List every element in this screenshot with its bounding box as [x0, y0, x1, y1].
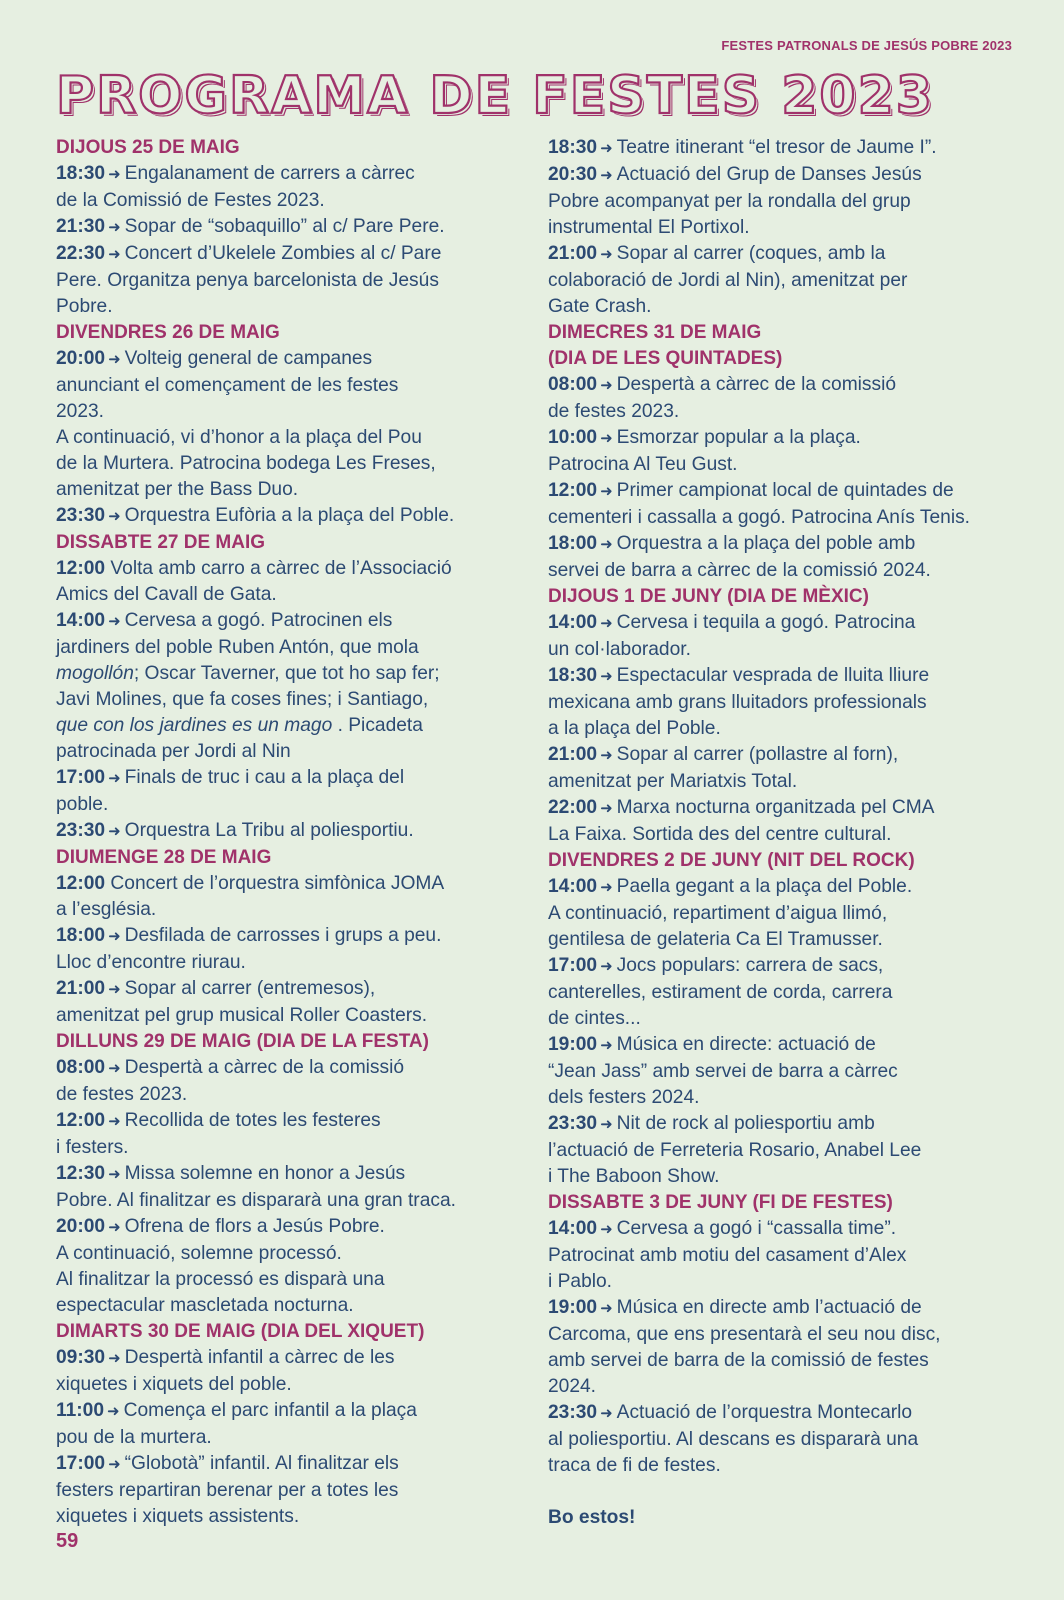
entry-text: 2024. [548, 1376, 597, 1397]
arrow-icon: ➜ [108, 928, 121, 945]
entry-time: 09:30 [56, 1347, 106, 1368]
entry-text: i The Baboon Show. [548, 1166, 720, 1187]
arrow-icon: ➜ [600, 1116, 613, 1133]
entry-text: amenitzat per Mariatxis Total. [548, 771, 798, 792]
entry-text: Actuació de l’orquestra Montecarlo [616, 1402, 913, 1423]
schedule-entry [56, 1055, 526, 1108]
page-header: FESTES PATRONALS DE JESÚS POBRE 2023 [721, 38, 1012, 53]
entry-time: 14:00 [56, 610, 106, 631]
entry-text: Paella gegant a la plaça del Poble. [616, 876, 913, 897]
entry-text: un col·laborador. [548, 639, 691, 660]
entry-text: Finals de truc i cau a la plaça del [124, 767, 405, 788]
entry-text: Patrocina Al Teu Gust. [548, 454, 738, 475]
arrow-icon: ➜ [600, 615, 613, 632]
day-heading: DIMECRES 31 DE MAIG [548, 322, 762, 343]
entry-time: 23:30 [56, 820, 106, 841]
entry-text: Marxa nocturna organitzada pel CMA [616, 797, 935, 818]
arrow-icon: ➜ [600, 140, 613, 157]
entry-text: ; Oscar Taverner, que tot ho sap fer; [133, 663, 440, 684]
arrow-icon: ➜ [108, 1456, 121, 1473]
schedule-entry [548, 795, 1018, 848]
entry-text: Desfilada de carrosses i grups a peu. [124, 925, 442, 946]
entry-time: 20:30 [548, 164, 598, 185]
schedule-entry [56, 1108, 526, 1161]
entry-time: 21:00 [548, 243, 598, 264]
entry-text: patrocinada per Jordi al Nin [56, 741, 291, 762]
entry-text: xiquetes i xiquets del poble. [56, 1374, 292, 1395]
arrow-icon: ➜ [600, 1300, 613, 1317]
arrow-icon: ➜ [600, 377, 613, 394]
arrow-icon: ➜ [108, 166, 121, 183]
entry-text: Volta amb carro a càrrec de l’Associació [110, 558, 452, 579]
entry-text: Amics del Cavall de Gata. [56, 584, 277, 605]
entry-text: Orquestra a la plaça del poble amb [616, 533, 916, 554]
entry-text: espectacular mascletada nocturna. [56, 1295, 354, 1316]
entry-time: 18:00 [56, 925, 106, 946]
schedule-entry [548, 241, 1018, 320]
entry-time: 10:00 [548, 427, 598, 448]
day-heading: DISSABTE 27 DE MAIG [56, 532, 266, 553]
entry-text: Orquestra Eufòria a la plaça del Poble. [124, 505, 455, 526]
entry-text: Javi Molines, que fa coses fines; i Santiago, [56, 689, 429, 710]
day-subheading: (DIA DE LES QUINTADES) [548, 348, 783, 369]
entry-text: pou de la murtera. [56, 1427, 212, 1448]
schedule-entry [548, 610, 1018, 663]
day-heading: DIVENDRES 26 DE MAIG [56, 322, 280, 343]
entry-text: Volteig general de campanes [124, 348, 373, 369]
schedule-entry [56, 214, 526, 241]
entry-text: Pere. Organitza penya barcelonista de Jesús [56, 270, 439, 291]
closing-text: Bo estos! [548, 1507, 636, 1528]
entry-time: 23:30 [56, 505, 106, 526]
entry-time: 22:30 [56, 243, 106, 264]
arrow-icon: ➜ [600, 879, 613, 896]
entry-text: Orquestra La Tribu al poliesportiu. [124, 820, 414, 841]
day-heading: DIMARTS 30 DE MAIG (DIA DEL XIQUET) [56, 1321, 425, 1342]
entry-text: l’actuació de Ferreteria Rosario, Anabel Lee [548, 1140, 922, 1161]
schedule-entry [548, 135, 1018, 162]
entry-text: Cervesa i tequila a gogó. Patrocina [616, 612, 916, 633]
entry-text: servei de barra a càrrec de la comissió 2024. [548, 560, 931, 581]
entry-time: 22:00 [548, 797, 598, 818]
arrow-icon: ➜ [600, 747, 613, 764]
entry-text: Carcoma, que ens presentarà el seu nou disc, [548, 1324, 941, 1345]
arrow-icon: ➜ [108, 613, 121, 630]
arrow-icon: ➜ [108, 823, 121, 840]
schedule-entry [548, 953, 1018, 1032]
entry-text: Nit de rock al poliesportiu amb [616, 1113, 875, 1134]
entry-time: 20:00 [56, 348, 106, 369]
page-title: PROGRAMA DE FESTES 2023 [56, 66, 934, 126]
schedule-entry [548, 531, 1018, 584]
entry-text: Despertà a càrrec de la comissió [124, 1057, 405, 1078]
entry-text: poble. [56, 794, 109, 815]
entry-text: jardiners del poble Ruben Antón, que mola [56, 637, 419, 658]
arrow-icon: ➜ [600, 958, 613, 975]
entry-text: Sopar de “sobaquillo” al c/ Pare Pere. [124, 216, 445, 237]
entry-time: 08:00 [56, 1057, 106, 1078]
entry-text: Concert de l’orquestra simfònica JOMA [110, 873, 445, 894]
entry-text: . Picadeta [332, 715, 423, 736]
arrow-icon: ➜ [600, 1405, 613, 1422]
schedule-entry [56, 608, 526, 765]
entry-text: Despertà a càrrec de la comissió [616, 374, 897, 395]
arrow-icon: ➜ [108, 246, 121, 263]
schedule-entry [548, 742, 1018, 795]
entry-text: de festes 2023. [56, 1084, 188, 1105]
entry-time: 21:30 [56, 216, 106, 237]
entry-text: “Globotà” infantil. Al finalitzar els [124, 1453, 399, 1474]
schedule-entry [56, 1161, 526, 1214]
day-heading: DIJOUS 25 DE MAIG [56, 137, 240, 158]
entry-text: de la Comissió de Festes 2023. [56, 190, 325, 211]
entry-time: 19:00 [548, 1034, 598, 1055]
entry-text: “Jean Jass” amb servei de barra a càrrec [548, 1061, 898, 1082]
entry-text-italic: que con los jardines es un mago [56, 715, 333, 736]
arrow-icon: ➜ [600, 1037, 613, 1054]
entry-text: La Faixa. Sortida des del centre cultural. [548, 824, 892, 845]
entry-time: 11:00 [56, 1400, 105, 1421]
schedule-entry [548, 1216, 1018, 1295]
schedule-entry [548, 1295, 1018, 1400]
entry-time: 18:30 [548, 665, 598, 686]
entry-text: Ofrena de flors a Jesús Pobre. [124, 1216, 385, 1237]
schedule-entry [56, 818, 526, 845]
entry-text: Sopar al carrer (entremesos), [124, 978, 376, 999]
arrow-icon: ➜ [108, 351, 121, 368]
entry-text: Pobre. [56, 296, 113, 317]
entry-time: 18:30 [548, 137, 598, 158]
entry-text: de cintes... [548, 1008, 641, 1029]
entry-text: Engalanament de carrers a càrrec [124, 163, 415, 184]
entry-text: Cervesa a gogó. Patrocinen els [124, 610, 393, 631]
schedule-entry [548, 1111, 1018, 1190]
schedule-entry [56, 503, 526, 530]
entry-time: 12:00 [56, 873, 106, 894]
arrow-icon: ➜ [600, 430, 613, 447]
entry-time: 17:00 [548, 955, 598, 976]
schedule-entry [548, 425, 1018, 478]
schedule-entry [56, 923, 526, 976]
entry-text: Espectacular vesprada de lluita lliure [616, 665, 930, 686]
schedule-entry [56, 976, 526, 1029]
entry-text: Recollida de totes les festeres [124, 1110, 381, 1131]
entry-text: Pobre. Al finalitzar es dispararà una gran traca. [56, 1190, 456, 1211]
schedule-entry [548, 663, 1018, 742]
arrow-icon: ➜ [600, 1221, 613, 1238]
entry-time: 21:00 [56, 978, 106, 999]
entry-text: a la plaça del Poble. [548, 718, 721, 739]
arrow-icon: ➜ [108, 1113, 121, 1130]
arrow-icon: ➜ [600, 536, 613, 553]
day-heading: DIUMENGE 28 DE MAIG [56, 847, 272, 868]
schedule-entry [56, 1345, 526, 1398]
entry-text: amb servei de barra de la comissió de festes [548, 1350, 929, 1371]
entry-text: a l’església. [56, 899, 157, 920]
entry-text: festers repartiran berenar per a totes les [56, 1480, 399, 1501]
arrow-icon: ➜ [108, 770, 121, 787]
arrow-icon: ➜ [108, 1166, 121, 1183]
entry-text: mexicana amb grans lluitadors professionals [548, 692, 927, 713]
entry-text: Primer campionat local de quintades de [616, 480, 954, 501]
entry-time: 12:30 [56, 1163, 106, 1184]
entry-time: 12:00 [56, 558, 106, 579]
entry-time: 21:00 [548, 744, 598, 765]
entry-text: A continuació, vi d’honor a la plaça del Pou [56, 427, 422, 448]
entry-text: A continuació, solemne processó. [56, 1243, 342, 1264]
arrow-icon: ➜ [108, 1350, 121, 1367]
arrow-icon: ➜ [600, 483, 613, 500]
entry-text: Teatre itinerant “el tresor de Jaume I”. [616, 137, 937, 158]
entry-text: Missa solemne en honor a Jesús [124, 1163, 406, 1184]
entry-time: 18:30 [56, 163, 106, 184]
arrow-icon: ➜ [108, 1060, 121, 1077]
entry-text: de la Murtera. Patrocina bodega Les Freses, [56, 453, 436, 474]
arrow-icon: ➜ [108, 1219, 121, 1236]
arrow-icon: ➜ [107, 1403, 120, 1420]
entry-time: 23:30 [548, 1113, 598, 1134]
schedule-entry [56, 871, 526, 923]
entry-text: Lloc d’encontre riurau. [56, 952, 246, 973]
entry-text: i Pablo. [548, 1271, 612, 1292]
arrow-icon: ➜ [600, 167, 613, 184]
entry-time: 23:30 [548, 1402, 598, 1423]
entry-text: Comença el parc infantil a la plaça [123, 1400, 417, 1421]
entry-text: anunciant el començament de les festes [56, 375, 399, 396]
arrow-icon: ➜ [108, 508, 121, 525]
entry-time: 14:00 [548, 612, 598, 633]
entry-time: 12:00 [548, 480, 598, 501]
entry-text-italic: mogollón [56, 663, 134, 684]
entry-time: 08:00 [548, 374, 598, 395]
entry-time: 18:00 [548, 533, 598, 554]
program-column-left [56, 135, 526, 1530]
schedule-entry [56, 161, 526, 214]
entry-text: colaboració de Jordi al Nin), amenitzat per [548, 270, 908, 291]
entry-text: Música en directe amb l’actuació de [616, 1297, 922, 1318]
entry-text: Concert d’Ukelele Zombies al c/ Pare [124, 243, 442, 264]
schedule-entry [548, 1400, 1018, 1479]
day-heading: DIVENDRES 2 DE JUNY (NIT DEL ROCK) [548, 850, 915, 871]
schedule-entry [548, 874, 1018, 953]
day-heading: DISSABTE 3 DE JUNY (FI DE FESTES) [548, 1192, 893, 1213]
entry-text: i festers. [56, 1137, 129, 1158]
schedule-entry [56, 1398, 526, 1451]
entry-text: Gate Crash. [548, 296, 652, 317]
entry-text: Actuació del Grup de Danses Jesús [616, 164, 922, 185]
arrow-icon: ➜ [108, 219, 121, 236]
entry-time: 17:00 [56, 767, 106, 788]
entry-time: 19:00 [548, 1297, 598, 1318]
entry-text: de festes 2023. [548, 401, 680, 422]
entry-time: 14:00 [548, 1218, 598, 1239]
arrow-icon: ➜ [600, 800, 613, 817]
entry-text: Patrocinat amb motiu del casament d’Alex [548, 1245, 907, 1266]
schedule-entry [56, 241, 526, 320]
schedule-entry [548, 1032, 1018, 1111]
arrow-icon: ➜ [108, 981, 121, 998]
arrow-icon: ➜ [600, 668, 613, 685]
program-column-right [548, 135, 1018, 1531]
schedule-entry [56, 346, 526, 503]
entry-text: Sopar al carrer (pollastre al forn), [616, 744, 899, 765]
entry-text: Sopar al carrer (coques, amb la [616, 243, 886, 264]
arrow-icon: ➜ [600, 246, 613, 263]
entry-text: Esmorzar popular a la plaça. [616, 427, 861, 448]
entry-text: dels festers 2024. [548, 1087, 700, 1108]
entry-time: 12:00 [56, 1110, 106, 1131]
entry-text: canterelles, estirament de corda, carrera [548, 982, 893, 1003]
day-heading: DILLUNS 29 DE MAIG (DIA DE LA FESTA) [56, 1031, 429, 1052]
entry-text: A continuació, repartiment d’aigua llimó, [548, 903, 888, 924]
schedule-entry [56, 1451, 526, 1530]
entry-text: Al finalitzar la processó es disparà una [56, 1269, 385, 1290]
schedule-entry [56, 556, 526, 608]
entry-text: 2023. [56, 401, 105, 422]
entry-text: cementeri i cassalla a gogó. Patrocina Anís Tenis. [548, 507, 971, 528]
entry-text: Jocs populars: carrera de sacs, [616, 955, 884, 976]
entry-text: traca de fi de festes. [548, 1455, 721, 1476]
page-number: 59 [56, 1530, 79, 1552]
entry-time: 17:00 [56, 1453, 106, 1474]
schedule-entry [548, 478, 1018, 531]
entry-text: amenitzat pel grup musical Roller Coasters. [56, 1005, 428, 1026]
entry-text: amenitzat per the Bass Duo. [56, 479, 299, 500]
day-heading: DIJOUS 1 DE JUNY (DIA DE MÈXIC) [548, 586, 869, 607]
entry-text: xiquetes i xiquets assistents. [56, 1506, 300, 1527]
entry-text: Pobre acompanyat per la rondalla del grup [548, 191, 911, 212]
entry-text: gentilesa de gelateria Ca El Tramusser. [548, 929, 883, 950]
entry-text: Cervesa a gogó i “cassalla time”. [616, 1218, 897, 1239]
entry-text: instrumental El Portixol. [548, 217, 750, 238]
schedule-entry [56, 765, 526, 818]
schedule-entry [56, 1214, 526, 1319]
entry-time: 20:00 [56, 1216, 106, 1237]
entry-text: Despertà infantil a càrrec de les [124, 1347, 395, 1368]
entry-text: Música en directe: actuació de [616, 1034, 876, 1055]
schedule-entry [548, 162, 1018, 241]
schedule-entry [548, 372, 1018, 425]
entry-text: al poliesportiu. Al descans es dispararà una [548, 1429, 919, 1450]
entry-time: 14:00 [548, 876, 598, 897]
